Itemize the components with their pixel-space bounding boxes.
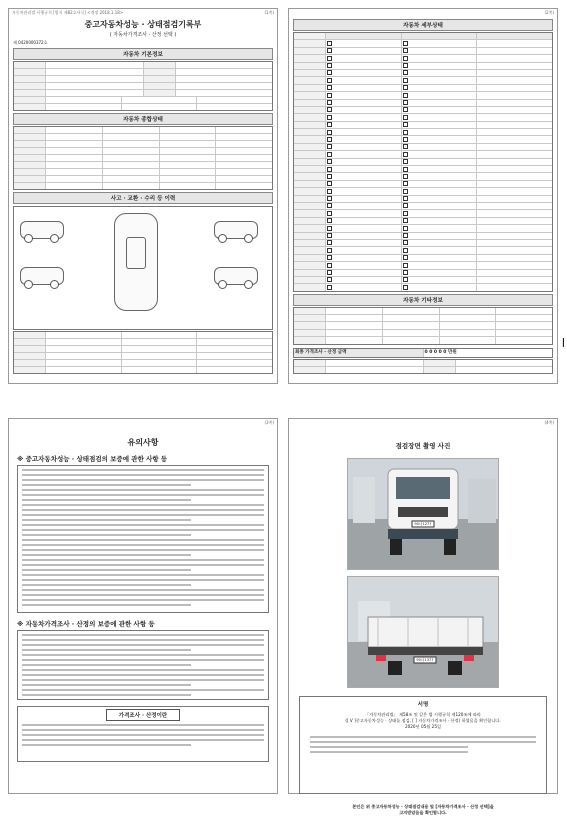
section-other-info: 자동차 기타정보 (293, 294, 553, 306)
section-summary: 자동차 종합상태 (13, 113, 273, 125)
page-2 (288, 8, 558, 384)
truck-rear-photo (347, 576, 499, 688)
warranty-section-heading: ※ 중고자동차성능 · 상태점검의 보증에 관한 사항 등 (17, 455, 168, 463)
price-section-heading: ※ 자동차가격조사 · 산정의 보증에 관한 사항 등 (17, 620, 155, 628)
page4-header-right: (4쪽) (544, 420, 554, 425)
other-info-grid (293, 307, 553, 345)
consent-title: 가격조사 · 산정이란 (106, 709, 180, 721)
section-detail-status: 자동차 세부상태 (293, 19, 553, 31)
truck1-plate: 90너1277 (414, 522, 432, 526)
notice-title: 유의사항 (127, 438, 159, 447)
accident-legend-grid (13, 331, 273, 374)
page3-header-right: (3쪽) (264, 420, 274, 425)
page-4 (288, 418, 558, 815)
wheel-icon (24, 234, 33, 243)
wheel-icon (244, 234, 253, 243)
signature-box (299, 696, 547, 794)
consent-box (17, 706, 269, 762)
page-1 (8, 8, 278, 384)
page-3 (8, 418, 278, 794)
final-price-row (293, 348, 553, 358)
section-basic-info: 자동차 기본정보 (13, 48, 273, 60)
wheel-icon (218, 280, 227, 289)
summary-grid (13, 126, 273, 190)
signature-title: 서명 (417, 702, 429, 708)
signature-grid (293, 359, 553, 375)
signature-text-2: ([ V ]중고자동차성능 · 상태를 점검, [ ] 자동차가격조사 · 산정) 하였음을 확인합니다. (345, 718, 501, 723)
wheel-icon (50, 234, 59, 243)
page-edge-marker: | (561, 338, 565, 348)
wheel-icon (50, 280, 59, 289)
final-price-label: 최종 가격조사 · 산정 금액 (294, 349, 424, 357)
page1-title: 중고자동차성능 · 상태점검기록부 (84, 20, 202, 29)
section-accident-history: 사고 · 교환 · 수리 등 이력 (13, 192, 273, 204)
wheel-icon (218, 234, 227, 243)
page1-header-right: (1쪽) (264, 10, 274, 15)
signature-text-1: 「자동차관리법」 제58조 및 같은 법 시행규칙 제120조에 따라 (365, 712, 481, 717)
truck2-plate: 90너1377 (416, 658, 434, 662)
wheel-icon (24, 280, 33, 289)
page1-header-left: 자동차관리법 시행규칙 [별지 제82호서식] <개정 2018.1.18> (12, 10, 124, 15)
footer-line-2: 고지받았음을 확인합니다. (399, 810, 447, 815)
doc-number: 제 0420000372호 (13, 40, 48, 45)
warranty-notice-box (17, 465, 269, 613)
page1-subtitle: ( 자동차가격조사 · 산정 선택 ) (109, 32, 177, 38)
page2-header-right: (2쪽) (544, 10, 554, 15)
vehicle-damage-diagram (13, 206, 273, 330)
final-price-value: 0 0 0 0 0 만원 (424, 349, 457, 355)
photo-section-title: 점검장면 촬영 사진 (395, 442, 451, 450)
footer-line-1: 본인은 위 중고자동차성능 · 상태점검내용 및 [자동차가격조사 · 산정 선택]을 (352, 804, 494, 809)
detail-status-grid (293, 32, 553, 292)
wheel-icon (244, 280, 253, 289)
price-notice-box (17, 630, 269, 700)
truck-front-photo (347, 458, 499, 570)
basic-info-grid (13, 61, 273, 111)
car-roof-icon (126, 237, 146, 269)
signature-date: 2020년 05월 25일 (404, 724, 442, 729)
